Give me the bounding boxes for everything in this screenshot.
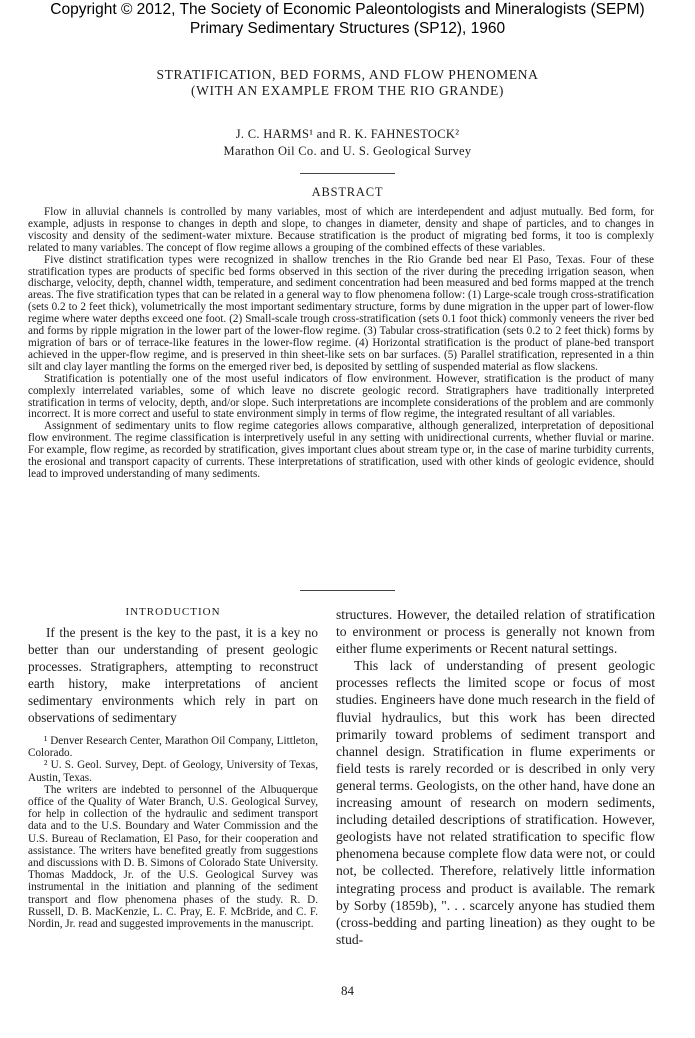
right-column (336, 606, 655, 948)
author-block (40, 126, 655, 160)
author-affiliations: Marathon Oil Co. and U. S. Geological Survey (223, 144, 472, 158)
publication-line: Primary Sedimentary Structures (SP12), 1960 (189, 20, 506, 37)
abstract-paragraph: Flow in alluvial channels is controlled by many variables, most of which are interdependent and adjust mutually. Bed form, for example, adjusts in response to changes in depth and slope, to changes in diameter, density and shape of particles, and to changes in viscosity and density of the sediment-water mixture. Because stratification is the product of migrating bed forms, it too is complexly related to many variables. The concept of flow regime allows a grouping of the combined effects of these variables. (28, 206, 654, 254)
article-title (40, 67, 655, 99)
footnotes (28, 735, 318, 930)
abstract-body (28, 207, 654, 481)
author-names: J. C. HARMS¹ and R. K. FAHNESTOCK² (235, 127, 460, 141)
left-column (28, 606, 318, 930)
introduction-right-text (336, 606, 655, 948)
introduction-paragraph: This lack of understanding of present geologic processes reflects the limited scope or focus of most studies. Engineers have done much research in the field of fluvial hydraulics, but this work has been directed primarily toward problems of sediment transport and channel design. Stratification in flume experiments or field tests is rarely recorded or is described in only very general terms. Geologists, on the other hand, have done an increasing amount of research on modern sediments, including detailed descriptions of stratification. However, geologists have not related stratification to specific flow phenomena because complete flow data were not, or could not, be collected. Therefore, relatively little information integrating process and product is available. The remark by Sorby (1859b), ". . . scarcely anyone has studied them (cross-bedding and parting lineation) as they ought to be stud- (336, 658, 655, 947)
divider-top (300, 173, 395, 174)
introduction-paragraph: If the present is the key to the past, it is a key no better than our understanding of present geologic processes. Stratigraphers, attempting to reconstruct earth history, make interpretations of ancient sedimentary environments which rely in part on observations of sedimentary (28, 625, 318, 725)
introduction-paragraph: structures. However, the detailed relation of stratification to environment or process is generally not known from either flume experiments or Recent natural settings. (336, 607, 655, 657)
abstract-paragraph: Stratification is potentially one of the most useful indicators of flow environment. However, stratification is the product of many complexly interrelated variables, some of which leave no discrete geologic record. Stratigraphers have traditionally interpreted stratification in terms of velocity, depth, and/or slope. Such interpretations are incomplete considerations of the problem and are commonly incorrect. It is more correct and useful to state environment simply in terms of flow regime, the integrated resultant of all variables. (28, 372, 654, 421)
page-number: 84 (341, 983, 354, 998)
footnote-1: ¹ Denver Research Center, Marathon Oil Company, Littleton, Colorado. (28, 735, 318, 760)
abstract-paragraph: Five distinct stratification types were recognized in shallow trenches in the Rio Grande bed near El Paso, Texas. Four of these stratification types are products of specific bed forms observed in this section of the river during the preceding irrigation season, when discharge, velocity, depth, channel width, temperature, and sediment concentration had been measured and bed forms mapped at the trench areas. The five stratification types that can be related in a general way to flow phenomena follow: (1) Large-scale trough cross-stratification (sets 0.2 to 2 feet thick), volumetrically the most important sedimentary structure, forms by dune migration in the upper part of lower-flow regime where water depths exceed one foot. (2) Small-scale trough cross-stratification (sets 0.1 foot thick) commonly veneers the river bed and forms by ripple migration in the lower part of the lower-flow regime. (3) Tabular cross-stratification (sets 0.2 to 2 feet thick) forms by migration of bars or of terrace-like features in the lower-flow regime. (4) Horizontal stratification is the product of plane-bed transport achieved in the upper-flow regime, and is preserved in thin sheet-like sets on bar surfaces. (5) Parallel stratification, represented in a thin silt and clay layer mantling the forms on the emerged river bed, is deposited by settling of suspended material as flow slackens. (28, 253, 654, 373)
divider-bottom (300, 590, 395, 591)
title-line-1: STRATIFICATION, BED FORMS, AND FLOW PHENOMENA (156, 67, 539, 82)
abstract-paragraph: Assignment of sedimentary units to flow regime categories allows comparative, although generalized, interpretation of depositional flow environment. The regime classification is interpretively useful in any setting with unidirectional currents, whether fluvial or marine. For example, flow regime, as recorded by stratification, gives important clues about stream type or, in the case of marine turbidity currents, the erosional and transport capacity of currents. These interpretations of stratification, used with other kinds of geologic evidence, should lead to improved understanding of many sediments. (28, 420, 654, 480)
copyright-header (0, 0, 695, 38)
copyright-line: Copyright © 2012, The Society of Economic Paleontologists and Mineralogists (SEPM) (50, 1, 645, 18)
footnote-acknowledgments: The writers are indebted to personnel of the Albuquerque office of the Quality of Water Branch, U.S. Geological Survey, for help in collection of the hydraulic and sediment transport data and to the U.S. Boundary and Water Commission and the U.S. Bureau of Reclamation, El Paso, for their cooperation and assistance. The writers have benefited greatly from suggestions and discussions with D. B. Simons of Colorado State University. Thomas Maddock, Jr. of the U.S. Geological Survey was instrumental in the initiation and planning of the sediment transport and flow phenomena phases of the study. R. D. Russell, D. B. MacKenzie, L. C. Pray, E. F. McBride, and C. F. Nordin, Jr. read and suggested improvements in the manuscript. (28, 783, 318, 931)
introduction-heading: INTRODUCTION (125, 606, 221, 618)
introduction-left-text (28, 624, 318, 726)
title-line-2: (WITH AN EXAMPLE FROM THE RIO GRANDE) (191, 83, 504, 98)
footnote-2: ² U. S. Geol. Survey, Dept. of Geology, University of Texas, Austin, Texas. (28, 759, 318, 784)
abstract-heading: ABSTRACT (311, 185, 384, 199)
